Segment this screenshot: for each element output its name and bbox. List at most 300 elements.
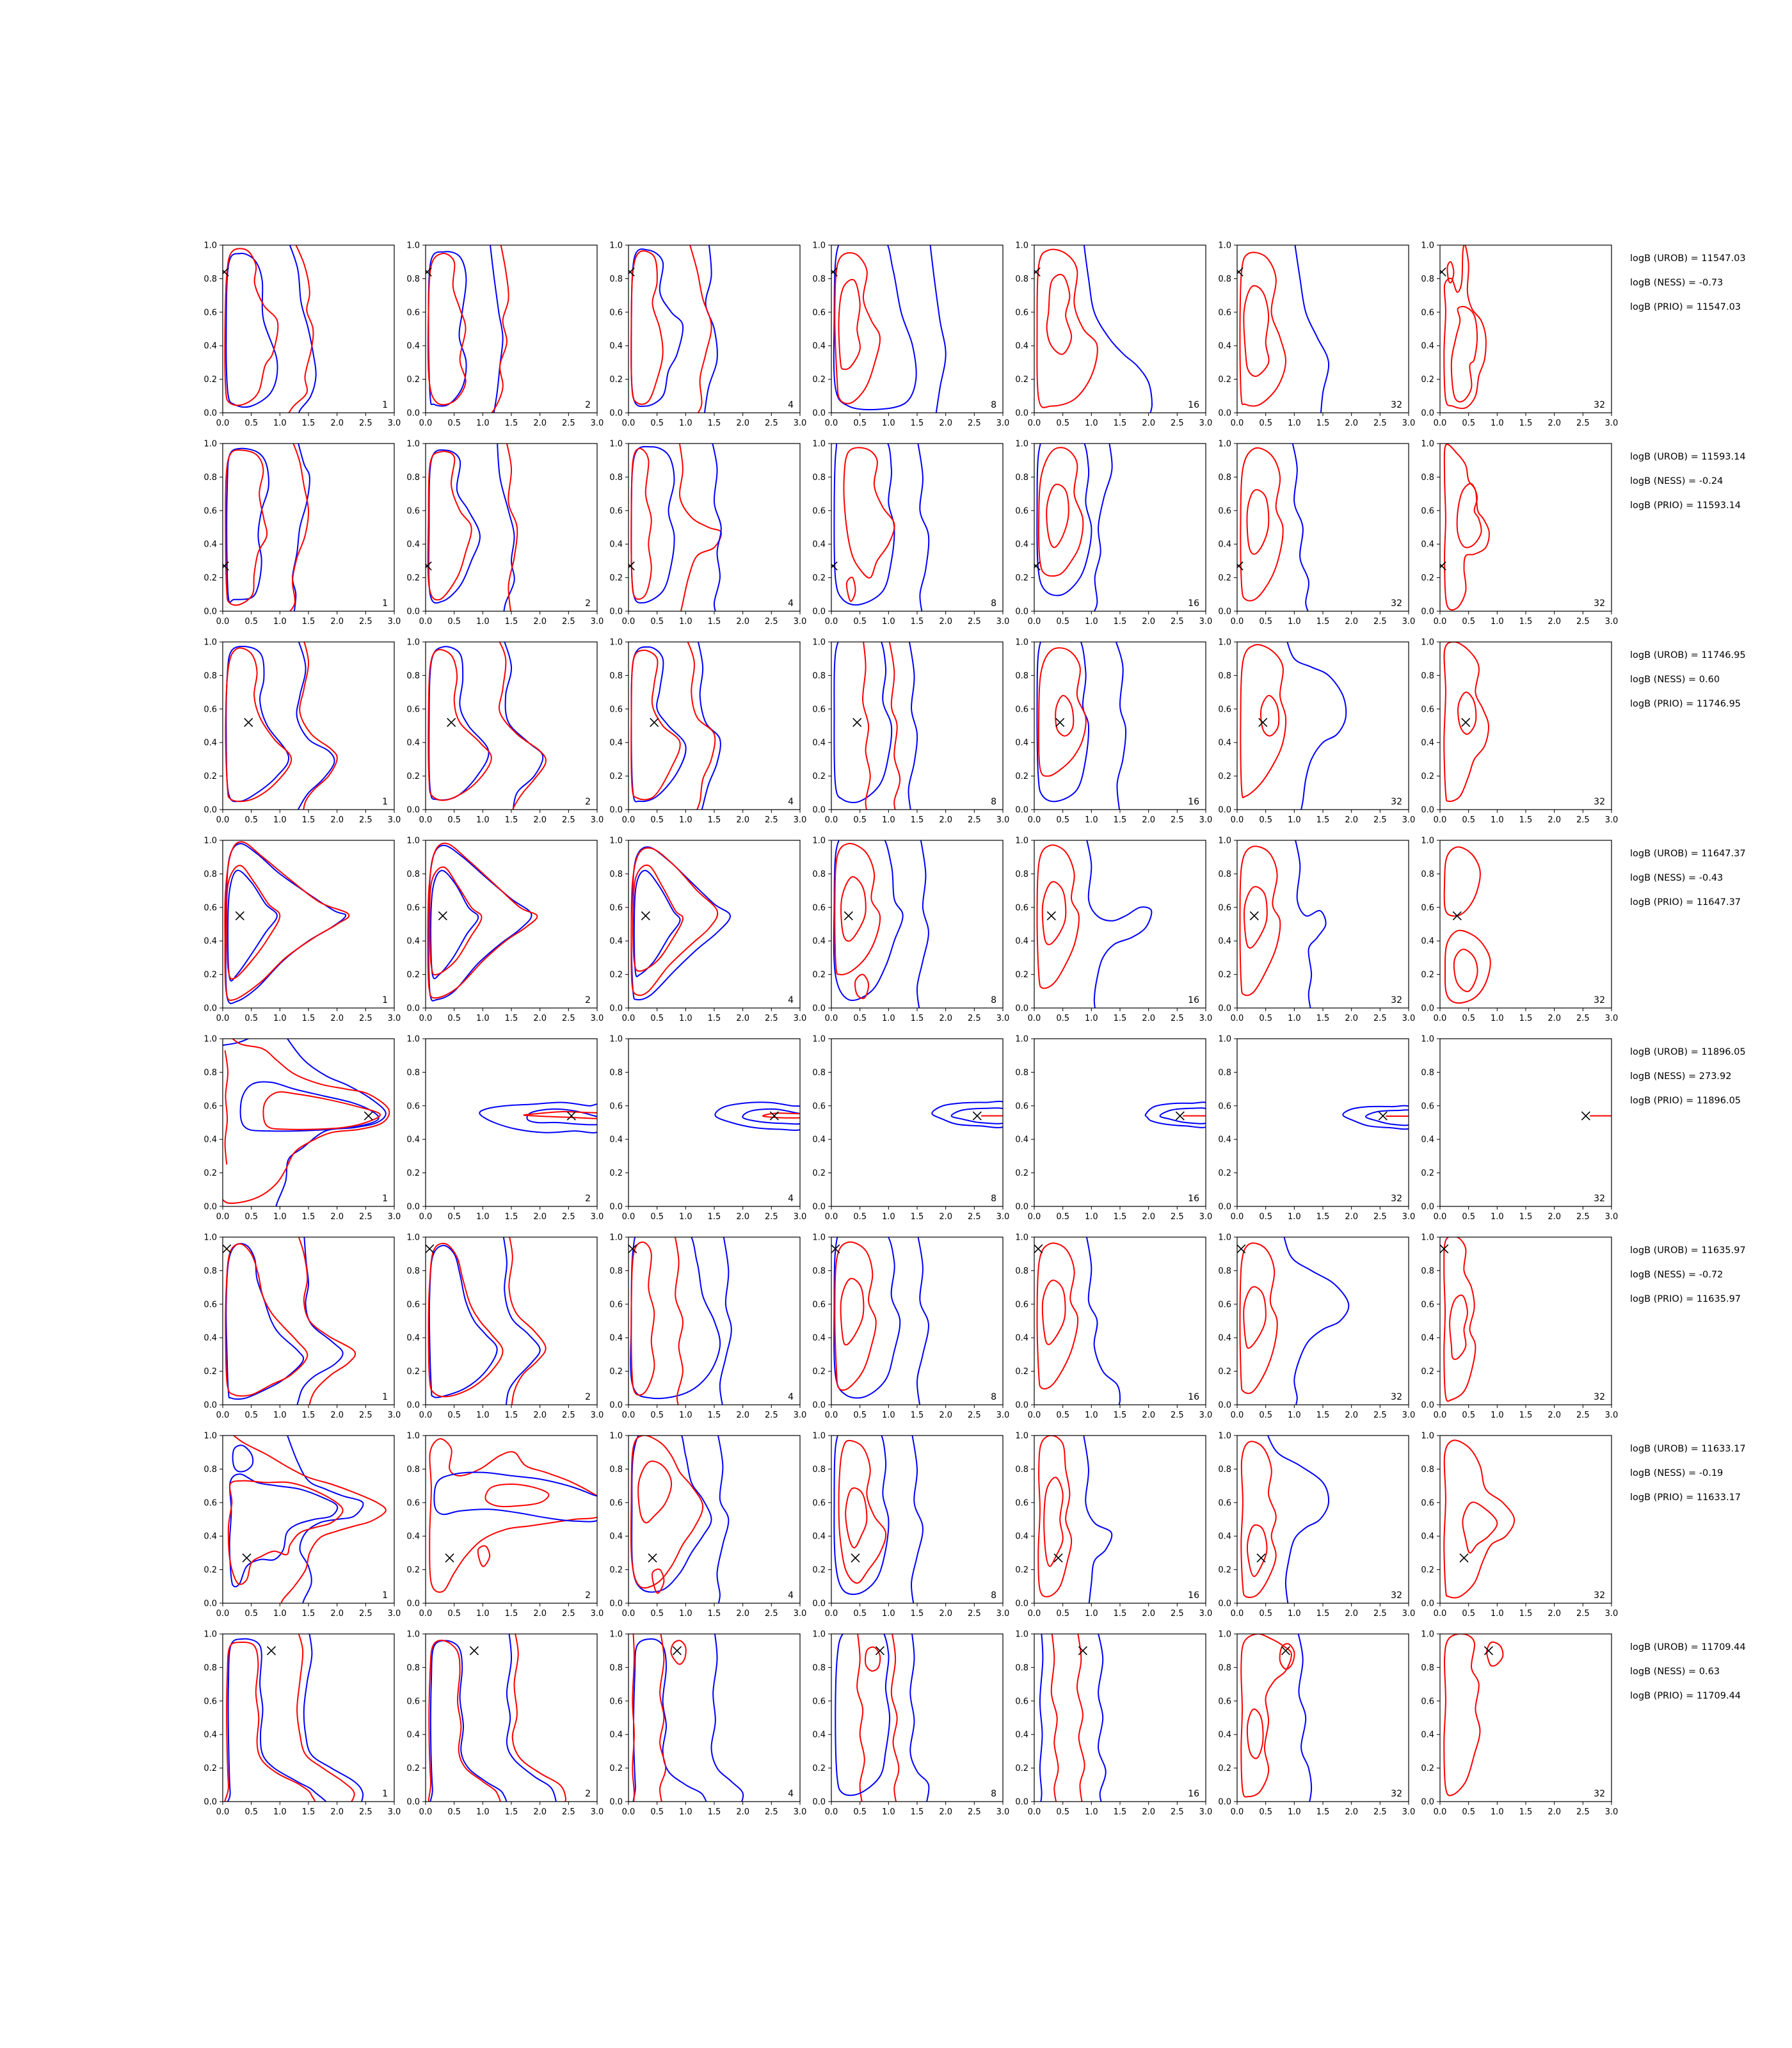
x-tick-label: 1.5 <box>1316 1212 1330 1222</box>
y-tick-label: 0.4 <box>406 341 420 351</box>
x-tick-label: 3.0 <box>387 419 401 428</box>
y-tick-label: 0.6 <box>406 1300 420 1310</box>
y-tick-label: 1.0 <box>609 1629 623 1640</box>
contour-red <box>429 1244 503 1396</box>
y-tick-label: 0.0 <box>609 1797 623 1807</box>
contour-red <box>225 1244 307 1396</box>
axes-frame <box>1440 1039 1612 1206</box>
y-tick-label: 1.0 <box>609 1431 623 1441</box>
logb-annotation: logB (PRIO) = 11647.37 <box>1630 897 1741 908</box>
x-tick-label: 0.5 <box>244 1014 259 1023</box>
x-tick-label: 2.0 <box>1548 1212 1562 1222</box>
contour-red <box>845 1488 867 1548</box>
x-tick-label: 0.5 <box>1259 1014 1273 1023</box>
x-tick-label: 3.0 <box>1402 1807 1416 1817</box>
contour-red <box>1240 1243 1277 1393</box>
y-tick-label: 0.8 <box>204 1266 217 1276</box>
y-tick-label: 0.8 <box>406 869 420 879</box>
x-tick-label: 0.0 <box>1433 617 1447 627</box>
x-tick-label: 2.0 <box>1345 419 1359 428</box>
y-tick-label: 0.8 <box>609 472 623 483</box>
y-tick-label: 0.8 <box>609 1068 623 1078</box>
x-tick-label: 2.5 <box>1170 419 1184 428</box>
contour-red <box>1261 696 1279 736</box>
y-tick-label: 0.8 <box>406 671 420 681</box>
y-tick-label: 0.2 <box>1015 1367 1028 1377</box>
x-tick-label: 0.5 <box>853 617 867 627</box>
y-tick-label: 0.2 <box>1218 1565 1231 1576</box>
x-tick-label: 0.5 <box>1259 617 1273 627</box>
contour-blue <box>1114 637 1126 815</box>
x-tick-label: 2.0 <box>533 617 547 627</box>
axes-frame <box>1237 642 1409 810</box>
x-tick-label: 0.0 <box>1433 1411 1447 1420</box>
x-tick-label: 2.5 <box>358 419 372 428</box>
axes-frame <box>426 1039 597 1206</box>
y-tick-label: 0.0 <box>406 1400 420 1411</box>
subplot-panel <box>1409 1231 1622 1428</box>
x-tick-label: 1.5 <box>1113 815 1127 825</box>
x-marker-icon <box>1484 1647 1492 1655</box>
x-tick-label: 2.0 <box>1548 617 1562 627</box>
ensemble-size-label: 32 <box>1594 995 1605 1005</box>
x-tick-label: 0.5 <box>650 815 664 825</box>
ensemble-size-label: 4 <box>788 598 794 609</box>
contour-blue <box>917 1232 929 1410</box>
y-tick-label: 0.4 <box>1015 540 1028 550</box>
y-tick-label: 0.4 <box>204 341 217 351</box>
x-tick-label: 3.0 <box>1604 1014 1619 1023</box>
y-tick-label: 0.6 <box>1015 705 1028 715</box>
x-tick-label: 1.0 <box>1287 1014 1301 1023</box>
y-tick-label: 0.6 <box>1218 1498 1231 1508</box>
y-tick-label: 0.8 <box>609 1663 623 1673</box>
y-tick-label: 0.6 <box>1421 705 1434 715</box>
x-tick-label: 0.0 <box>621 617 636 627</box>
y-tick-label: 0.8 <box>1421 274 1434 284</box>
ensemble-size-label: 8 <box>991 797 996 807</box>
contour-red <box>478 1546 490 1566</box>
y-tick-label: 0.8 <box>1421 671 1434 681</box>
contour-blue <box>711 1629 743 1807</box>
y-tick-label: 0.2 <box>1015 573 1028 584</box>
x-tick-label: 3.0 <box>1199 1609 1213 1619</box>
x-tick-label: 0.0 <box>824 1411 838 1420</box>
contour-red <box>1457 484 1482 548</box>
y-tick-label: 0.6 <box>1218 705 1231 715</box>
logb-annotation: logB (UROB) = 11547.03 <box>1630 253 1746 264</box>
y-tick-label: 0.4 <box>1015 1333 1028 1343</box>
x-tick-label: 0.5 <box>853 419 867 428</box>
x-tick-label: 1.5 <box>301 1609 316 1619</box>
x-tick-label: 1.5 <box>707 1411 721 1420</box>
y-tick-label: 0.6 <box>1218 1300 1231 1310</box>
logb-annotation: logB (UROB) = 11635.97 <box>1630 1245 1746 1256</box>
y-tick-label: 0.6 <box>1015 903 1028 913</box>
y-tick-label: 1.0 <box>204 637 217 648</box>
x-tick-label: 1.0 <box>273 1014 287 1023</box>
plot-area <box>406 1629 604 1817</box>
x-tick-label: 2.5 <box>1576 1411 1590 1420</box>
y-tick-label: 0.4 <box>406 1333 420 1343</box>
y-tick-label: 0.6 <box>204 1498 217 1508</box>
y-tick-label: 0.2 <box>609 1367 623 1377</box>
logb-annotation: logB (NESS) = -0.72 <box>1630 1270 1724 1280</box>
contour-red <box>1447 262 1453 283</box>
x-tick-label: 1.0 <box>1287 1212 1301 1222</box>
plot-area <box>406 1232 604 1420</box>
y-tick-label: 0.8 <box>1015 1464 1028 1475</box>
ensemble-size-label: 8 <box>991 1789 996 1799</box>
plot-area <box>204 836 401 1024</box>
x-tick-label: 1.5 <box>1519 1411 1533 1420</box>
y-tick-label: 0.2 <box>1421 1367 1434 1377</box>
subplot-panel <box>395 1628 607 1825</box>
y-tick-label: 0.6 <box>406 1697 420 1707</box>
x-tick-label: 0.0 <box>621 815 636 825</box>
x-tick-label: 3.0 <box>1604 1807 1619 1817</box>
ensemble-size-label: 16 <box>1188 995 1199 1005</box>
x-tick-label: 0.5 <box>650 1411 664 1420</box>
x-tick-label: 0.5 <box>244 815 259 825</box>
x-tick-label: 0.5 <box>853 815 867 825</box>
ensemble-size-label: 16 <box>1188 1392 1199 1402</box>
y-tick-label: 0.6 <box>812 1697 826 1707</box>
contour-blue <box>911 1430 923 1608</box>
x-tick-label: 2.5 <box>1373 1609 1387 1619</box>
y-tick-label: 0.0 <box>1421 805 1434 815</box>
y-tick-label: 0.0 <box>204 1004 217 1014</box>
contour-red <box>1038 1436 1071 1597</box>
y-tick-label: 0.0 <box>609 607 623 617</box>
axes-frame <box>223 1237 394 1405</box>
x-tick-label: 0.0 <box>419 617 433 627</box>
x-marker-icon <box>267 1647 275 1655</box>
x-tick-label: 2.0 <box>1142 1411 1156 1420</box>
plot-area <box>1218 438 1415 627</box>
x-tick-label: 0.0 <box>1230 1609 1244 1619</box>
x-marker-icon <box>1047 911 1055 920</box>
subplot-panel <box>1206 636 1419 833</box>
y-tick-label: 0.6 <box>1015 1498 1028 1508</box>
contour-red <box>1240 252 1286 406</box>
x-tick-label: 0.5 <box>650 1212 664 1222</box>
x-tick-label: 2.0 <box>939 419 953 428</box>
contour-red <box>1444 1236 1475 1401</box>
contour-blue <box>226 1244 303 1399</box>
x-tick-label: 2.0 <box>736 617 750 627</box>
x-tick-label: 1.5 <box>1519 1014 1533 1023</box>
x-tick-label: 2.5 <box>1576 419 1590 428</box>
y-tick-label: 0.4 <box>1421 540 1434 550</box>
y-tick-label: 0.8 <box>812 274 826 284</box>
x-tick-label: 3.0 <box>793 1411 807 1420</box>
y-tick-label: 0.4 <box>609 936 623 947</box>
x-tick-label: 0.0 <box>1230 1411 1244 1420</box>
logb-annotation: logB (NESS) = -0.73 <box>1630 278 1724 288</box>
x-tick-label: 3.0 <box>793 1014 807 1023</box>
y-tick-label: 0.0 <box>609 805 623 815</box>
x-tick-label: 1.0 <box>476 1411 490 1420</box>
x-tick-label: 0.0 <box>1027 815 1041 825</box>
y-tick-label: 0.6 <box>609 705 623 715</box>
x-tick-label: 1.5 <box>504 1609 518 1619</box>
plot-area <box>812 831 1009 1023</box>
axes-frame <box>426 245 597 413</box>
y-tick-label: 0.6 <box>609 903 623 913</box>
y-tick-label: 0.8 <box>812 1266 826 1276</box>
x-tick-label: 3.0 <box>996 1212 1010 1222</box>
contour-blue <box>930 240 946 418</box>
x-tick-label: 2.0 <box>939 1609 953 1619</box>
x-marker-icon <box>648 1554 657 1562</box>
y-tick-label: 0.4 <box>204 1532 217 1542</box>
x-tick-label: 1.5 <box>707 1609 721 1619</box>
x-tick-label: 1.0 <box>273 419 287 428</box>
plot-area <box>812 434 1009 627</box>
x-tick-label: 1.5 <box>1113 1807 1127 1817</box>
y-tick-label: 0.2 <box>609 573 623 584</box>
plot-area <box>1218 1232 1415 1420</box>
contour-red <box>297 1629 355 1807</box>
x-tick-label: 1.0 <box>1287 1411 1301 1420</box>
x-tick-label: 0.0 <box>1433 1609 1447 1619</box>
y-tick-label: 0.6 <box>406 705 420 715</box>
ensemble-size-label: 16 <box>1188 400 1199 410</box>
axes-frame <box>1440 1634 1612 1802</box>
y-tick-label: 0.0 <box>1218 1400 1231 1411</box>
y-tick-label: 0.8 <box>1218 671 1231 681</box>
logb-annotation: logB (NESS) = -0.24 <box>1630 476 1724 486</box>
subplot-panel <box>192 1231 404 1428</box>
x-tick-label: 0.0 <box>1433 1014 1447 1023</box>
y-tick-label: 1.0 <box>1015 1233 1028 1243</box>
axes-frame <box>1034 245 1206 413</box>
y-tick-label: 0.8 <box>1421 1663 1434 1673</box>
x-tick-label: 2.5 <box>561 1014 575 1023</box>
x-tick-label: 1.0 <box>1490 1411 1504 1420</box>
x-tick-label: 1.5 <box>910 815 924 825</box>
plot-area <box>1421 638 1618 826</box>
y-tick-label: 0.6 <box>204 903 217 913</box>
y-tick-label: 0.2 <box>609 1169 623 1179</box>
ensemble-size-label: 32 <box>1391 1590 1402 1601</box>
y-tick-label: 0.2 <box>204 1764 217 1774</box>
y-tick-label: 0.4 <box>812 1333 826 1343</box>
y-tick-label: 0.0 <box>812 1599 826 1609</box>
y-tick-label: 1.0 <box>406 1431 420 1441</box>
ensemble-size-label: 1 <box>382 598 388 609</box>
x-tick-label: 1.5 <box>1316 419 1330 428</box>
ensemble-size-label: 2 <box>585 598 591 609</box>
x-tick-label: 1.5 <box>1316 815 1330 825</box>
x-tick-label: 3.0 <box>1604 1212 1619 1222</box>
y-tick-label: 0.8 <box>204 869 217 879</box>
logb-annotation: logB (NESS) = 0.60 <box>1630 675 1720 685</box>
x-tick-label: 1.5 <box>1519 815 1533 825</box>
x-marker-icon <box>973 1112 981 1120</box>
plot-area <box>1218 637 1415 825</box>
y-tick-label: 0.4 <box>812 936 826 947</box>
y-tick-label: 0.8 <box>812 1464 826 1475</box>
contour-blue <box>631 447 674 603</box>
contour-red <box>841 877 866 941</box>
y-tick-label: 0.4 <box>406 1135 420 1145</box>
y-tick-label: 0.4 <box>812 341 826 351</box>
x-marker-icon <box>829 562 837 570</box>
y-tick-label: 0.4 <box>204 1135 217 1145</box>
x-tick-label: 3.0 <box>387 1609 401 1619</box>
y-tick-label: 1.0 <box>1421 439 1434 449</box>
x-marker-icon <box>244 718 253 726</box>
x-tick-label: 0.5 <box>853 1014 867 1023</box>
plot-area <box>1421 241 1618 429</box>
y-tick-label: 0.2 <box>204 970 217 980</box>
contour-blue <box>1084 240 1152 418</box>
contour-blue <box>227 1639 328 1811</box>
plot-area <box>1421 1035 1618 1222</box>
plot-area <box>1218 1629 1415 1817</box>
subplot-panel <box>1206 437 1419 634</box>
y-tick-label: 1.0 <box>1015 1034 1028 1044</box>
y-tick-label: 0.0 <box>1015 607 1028 617</box>
contour-blue <box>917 835 929 1013</box>
y-tick-label: 0.2 <box>1015 1169 1028 1179</box>
ensemble-size-label: 32 <box>1594 1789 1605 1799</box>
x-tick-label: 1.0 <box>1490 419 1504 428</box>
x-tick-label: 2.5 <box>1373 1411 1387 1420</box>
y-tick-label: 0.0 <box>1421 1400 1434 1411</box>
x-tick-label: 1.0 <box>1084 1807 1098 1817</box>
y-tick-label: 0.8 <box>204 671 217 681</box>
x-tick-label: 0.5 <box>650 1609 664 1619</box>
subplot-panel <box>1409 239 1622 436</box>
y-tick-label: 0.0 <box>406 1797 420 1807</box>
x-tick-label: 3.0 <box>996 1609 1010 1619</box>
x-tick-label: 0.5 <box>1462 815 1476 825</box>
y-tick-label: 0.8 <box>406 1068 420 1078</box>
axes-frame <box>1440 245 1612 413</box>
x-tick-label: 2.5 <box>1373 419 1387 428</box>
x-tick-label: 0.5 <box>1056 1212 1070 1222</box>
y-tick-label: 1.0 <box>1015 836 1028 846</box>
y-tick-label: 0.2 <box>1218 1367 1231 1377</box>
y-tick-label: 0.2 <box>609 375 623 385</box>
ensemble-size-label: 32 <box>1391 1789 1402 1799</box>
logb-annotation: logB (PRIO) = 11896.05 <box>1630 1096 1741 1106</box>
y-tick-label: 0.2 <box>204 1169 217 1179</box>
y-tick-label: 1.0 <box>406 1233 420 1243</box>
x-tick-label: 2.0 <box>533 1014 547 1023</box>
contour-red <box>285 240 313 418</box>
x-tick-label: 1.5 <box>910 617 924 627</box>
y-tick-label: 0.0 <box>1421 1202 1434 1212</box>
x-marker-icon <box>673 1647 681 1655</box>
y-tick-label: 0.4 <box>1421 341 1434 351</box>
contour-blue <box>1294 835 1325 1013</box>
plot-area <box>1015 1232 1212 1420</box>
y-tick-label: 0.8 <box>1218 1266 1231 1276</box>
x-tick-label: 2.5 <box>358 815 372 825</box>
x-tick-label: 2.5 <box>967 419 981 428</box>
contour-blue <box>429 646 488 800</box>
y-tick-label: 0.2 <box>1015 1565 1028 1576</box>
subplot-panel <box>192 636 404 833</box>
axes-frame <box>426 840 597 1008</box>
contour-red <box>225 842 349 1000</box>
x-tick-label: 2.0 <box>533 1212 547 1222</box>
x-tick-label: 3.0 <box>1402 419 1416 428</box>
x-tick-label: 2.0 <box>736 1807 750 1817</box>
x-tick-label: 1.0 <box>881 1212 895 1222</box>
plot-area <box>1421 836 1618 1024</box>
contour-red <box>429 1640 500 1811</box>
contour-blue <box>1085 1232 1120 1410</box>
ensemble-size-label: 32 <box>1391 995 1402 1005</box>
y-tick-label: 1.0 <box>1015 439 1028 449</box>
x-tick-label: 2.5 <box>561 1807 575 1817</box>
y-tick-label: 0.4 <box>204 540 217 550</box>
x-tick-label: 3.0 <box>590 1807 604 1817</box>
contour-red <box>429 867 481 975</box>
x-tick-label: 2.0 <box>330 815 344 825</box>
y-tick-label: 1.0 <box>204 1629 217 1640</box>
ensemble-size-label: 32 <box>1391 797 1402 807</box>
y-tick-label: 0.4 <box>1218 1532 1231 1542</box>
x-tick-label: 1.5 <box>1316 1014 1330 1023</box>
y-tick-label: 0.6 <box>812 1498 826 1508</box>
subplot-panel <box>1004 1628 1216 1825</box>
x-tick-label: 2.0 <box>736 419 750 428</box>
y-tick-label: 0.2 <box>1421 772 1434 782</box>
y-tick-label: 0.2 <box>406 573 420 584</box>
y-tick-label: 0.4 <box>1421 1532 1434 1542</box>
subplot-panel <box>1409 636 1622 833</box>
y-tick-label: 0.8 <box>204 1464 217 1475</box>
y-tick-label: 0.2 <box>406 1169 420 1179</box>
contour-blue <box>226 253 277 407</box>
y-tick-label: 0.4 <box>1015 1730 1028 1740</box>
x-tick-label: 3.0 <box>1199 1014 1213 1023</box>
subplot-panel <box>598 1231 810 1428</box>
y-tick-label: 0.6 <box>204 1101 217 1112</box>
ensemble-size-label: 1 <box>382 1194 388 1204</box>
x-tick-label: 2.0 <box>1142 617 1156 627</box>
y-tick-label: 0.4 <box>406 738 420 748</box>
contour-red <box>841 1279 864 1345</box>
y-tick-label: 0.0 <box>204 805 217 815</box>
contour-red <box>865 1647 880 1671</box>
x-tick-label: 0.5 <box>1056 1807 1070 1817</box>
x-tick-label: 2.5 <box>1576 1212 1590 1222</box>
x-tick-label: 0.5 <box>1259 1411 1273 1420</box>
x-tick-label: 2.5 <box>561 1411 575 1420</box>
y-tick-label: 1.0 <box>1218 1629 1231 1640</box>
y-tick-label: 1.0 <box>1421 637 1434 648</box>
x-tick-label: 2.5 <box>967 815 981 825</box>
x-tick-label: 2.5 <box>358 617 372 627</box>
y-tick-label: 0.6 <box>1015 1697 1028 1707</box>
x-tick-label: 0.0 <box>824 1014 838 1023</box>
contour-blue <box>1083 1430 1112 1608</box>
x-tick-label: 1.0 <box>881 419 895 428</box>
x-tick-label: 2.5 <box>1170 815 1184 825</box>
x-tick-label: 3.0 <box>387 1014 401 1023</box>
logb-annotation: logB (UROB) = 11647.37 <box>1630 849 1746 859</box>
subplot-panel <box>801 1429 1013 1626</box>
x-tick-label: 2.0 <box>1142 1212 1156 1222</box>
y-tick-label: 0.4 <box>1421 1333 1434 1343</box>
